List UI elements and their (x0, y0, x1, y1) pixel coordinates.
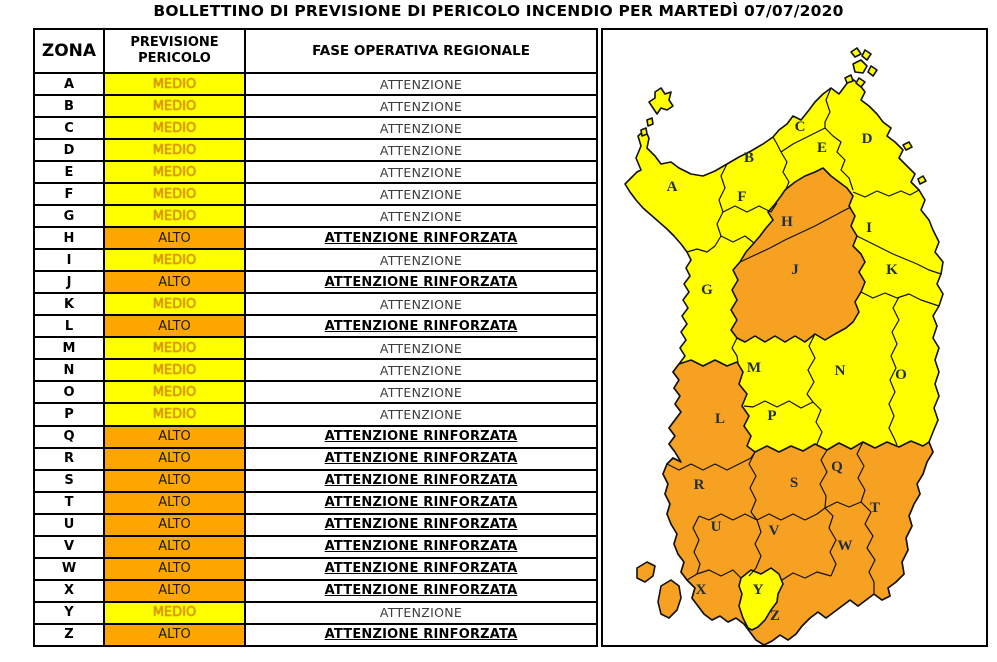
zone-operational-phase: ATTENZIONE (379, 142, 463, 158)
zone-row (35, 404, 596, 426)
zone-danger-level: ALTO (105, 316, 246, 336)
map-zone-label-o: O (895, 367, 907, 383)
zone-operational-phase: ATTENZIONE RINFORZATA (324, 495, 518, 511)
map-zone-label-l: L (714, 411, 726, 427)
zone-operational-phase: ATTENZIONE RINFORZATA (324, 274, 518, 290)
zone-danger-level: ALTO (105, 625, 246, 645)
zone-letter: P (35, 404, 105, 424)
zone-operational-phase: ATTENZIONE (379, 76, 463, 92)
zone-operational-phase: ATTENZIONE RINFORZATA (324, 561, 518, 577)
zone-letter: C (35, 118, 105, 138)
zone-operational-phase: ATTENZIONE (379, 208, 463, 224)
zone-danger-level: MEDIO (105, 294, 246, 314)
zone-danger-level: ALTO (105, 449, 246, 469)
map-zone-label-t: T (869, 500, 881, 516)
zone-letter: O (35, 382, 105, 402)
zone-letter: N (35, 360, 105, 380)
zone-danger-level: MEDIO (105, 338, 246, 358)
zone-row (35, 471, 596, 493)
map-zone-label-q: Q (831, 459, 843, 475)
sardinia-map (603, 30, 986, 645)
zone-row (35, 493, 596, 515)
zone-row (35, 449, 596, 471)
maddalena-islands (851, 48, 861, 57)
danger-forecast-table (33, 28, 598, 647)
map-zone-label-n: N (834, 363, 846, 379)
zone-row (35, 228, 596, 250)
zone-operational-phase: ATTENZIONE (379, 186, 463, 202)
sant-antioco-island (658, 580, 681, 618)
zone-operational-phase: ATTENZIONE RINFORZATA (324, 429, 518, 445)
page-title: BOLLETTINO DI PREVISIONE DI PERICOLO INCENDIO PER MARTEDÌ 07/07/2020 (153, 2, 844, 20)
map-zone-label-y: Y (752, 582, 764, 598)
header-previsione-line1: PREVISIONE (130, 34, 219, 50)
zone-letter: L (35, 316, 105, 336)
zone-danger-level: ALTO (105, 537, 246, 557)
zone-row (35, 537, 596, 559)
zone-operational-phase: ATTENZIONE (379, 605, 463, 621)
zone-row (35, 338, 596, 360)
zone-letter: I (35, 250, 105, 270)
zone-row (35, 603, 596, 625)
zone-row (35, 382, 596, 404)
map-zone-label-p: P (767, 408, 777, 424)
map-zone-label-r: R (693, 477, 705, 493)
zone-letter: Z (35, 625, 105, 645)
asinara-island (649, 88, 673, 114)
zone-row (35, 206, 596, 228)
zone-operational-phase: ATTENZIONE (379, 164, 463, 180)
map-zone-label-g: G (701, 282, 713, 298)
zone-operational-phase: ATTENZIONE RINFORZATA (324, 230, 518, 246)
zone-letter: F (35, 184, 105, 204)
zone-row (35, 294, 596, 316)
zone-row (35, 162, 596, 184)
zone-letter: T (35, 493, 105, 513)
zone-rows (35, 74, 596, 645)
map-zone-label-z: Z (769, 608, 781, 624)
tavolara-island (903, 142, 912, 150)
zone-danger-level: ALTO (105, 581, 246, 601)
zone-operational-phase: ATTENZIONE RINFORZATA (324, 451, 518, 467)
zone-letter: W (35, 559, 105, 579)
zone-letter: K (35, 294, 105, 314)
map-zone-label-b: B (743, 150, 755, 166)
zone-row (35, 272, 596, 294)
zone-letter: R (35, 449, 105, 469)
zone-row (35, 316, 596, 338)
zone-row (35, 118, 596, 140)
zone-row (35, 625, 596, 645)
zone-danger-level: MEDIO (105, 140, 246, 160)
map-zone-label-e: E (816, 140, 828, 156)
zone-danger-level: MEDIO (105, 96, 246, 116)
zone-operational-phase: ATTENZIONE RINFORZATA (324, 318, 518, 334)
map-zone-label-x: X (695, 582, 707, 598)
map-zone-label-f: F (737, 189, 747, 205)
zone-operational-phase: ATTENZIONE RINFORZATA (324, 517, 518, 533)
zone-row (35, 184, 596, 206)
map-zone-label-i: I (866, 220, 872, 236)
zone-letter: A (35, 74, 105, 94)
zone-danger-level: MEDIO (105, 382, 246, 402)
zone-letter: E (35, 162, 105, 182)
zone-row (35, 74, 596, 96)
zone-row (35, 140, 596, 162)
zone-letter: X (35, 581, 105, 601)
zone-letter: Q (35, 427, 105, 447)
zone-operational-phase: ATTENZIONE (379, 252, 463, 268)
map-zone-label-u: U (710, 519, 722, 535)
map-zone-label-w: W (837, 538, 853, 554)
sardinia-map-panel (601, 28, 988, 647)
zone-operational-phase: ATTENZIONE (379, 406, 463, 422)
zone-danger-level: MEDIO (105, 603, 246, 623)
zone-row (35, 559, 596, 581)
zone-danger-level: MEDIO (105, 184, 246, 204)
san-pietro-island (637, 562, 655, 582)
zone-operational-phase: ATTENZIONE RINFORZATA (324, 583, 518, 599)
header-previsione-pericolo (105, 30, 246, 72)
table-header-row (35, 30, 596, 74)
zone-letter: M (35, 338, 105, 358)
zone-letter: J (35, 272, 105, 292)
zone-row (35, 515, 596, 537)
zone-operational-phase: ATTENZIONE (379, 340, 463, 356)
map-zone-label-j: J (791, 262, 799, 278)
map-zone-label-d: D (861, 131, 873, 147)
zone-danger-level: MEDIO (105, 118, 246, 138)
header-zona: ZONA (35, 30, 105, 72)
zone-danger-level: MEDIO (105, 250, 246, 270)
zone-letter: H (35, 228, 105, 248)
map-zone-label-c: C (794, 119, 806, 135)
zone-danger-level: ALTO (105, 515, 246, 535)
zone-operational-phase: ATTENZIONE (379, 362, 463, 378)
map-zone-label-k: K (886, 262, 898, 278)
zone-danger-level: MEDIO (105, 74, 246, 94)
zone-letter: U (35, 515, 105, 535)
zone-letter: D (35, 140, 105, 160)
zone-letter: Y (35, 603, 105, 623)
map-zone-label-s: S (789, 475, 799, 491)
zone-row (35, 96, 596, 118)
zone-row (35, 360, 596, 382)
zone-operational-phase: ATTENZIONE (379, 120, 463, 136)
zone-danger-level: ALTO (105, 559, 246, 579)
map-zone-label-a: A (666, 179, 678, 195)
zone-danger-level: MEDIO (105, 404, 246, 424)
zone-operational-phase: ATTENZIONE (379, 98, 463, 114)
zone-operational-phase: ATTENZIONE RINFORZATA (324, 473, 518, 489)
zone-operational-phase: ATTENZIONE RINFORZATA (324, 539, 518, 555)
zone-letter: V (35, 537, 105, 557)
zone-danger-level: MEDIO (105, 206, 246, 226)
zone-operational-phase: ATTENZIONE (379, 296, 463, 312)
zone-row (35, 250, 596, 272)
zone-row (35, 427, 596, 449)
header-previsione-line2: PERICOLO (138, 51, 211, 66)
header-fase-operativa: FASE OPERATIVA REGIONALE (312, 43, 530, 59)
zone-row (35, 581, 596, 603)
zone-danger-level: ALTO (105, 272, 246, 292)
zone-letter: G (35, 206, 105, 226)
zone-danger-level: MEDIO (105, 360, 246, 380)
zone-operational-phase: ATTENZIONE RINFORZATA (324, 627, 518, 643)
zone-letter: S (35, 471, 105, 491)
map-zone-label-m: M (746, 360, 762, 376)
zone-danger-level: ALTO (105, 471, 246, 491)
map-zone-label-h: H (781, 214, 793, 230)
zone-letter: B (35, 96, 105, 116)
zone-operational-phase: ATTENZIONE (379, 384, 463, 400)
map-zone-label-v: V (768, 523, 780, 539)
zone-danger-level: ALTO (105, 493, 246, 513)
zone-danger-level: ALTO (105, 427, 246, 447)
zone-danger-level: MEDIO (105, 162, 246, 182)
zone-danger-level: ALTO (105, 228, 246, 248)
